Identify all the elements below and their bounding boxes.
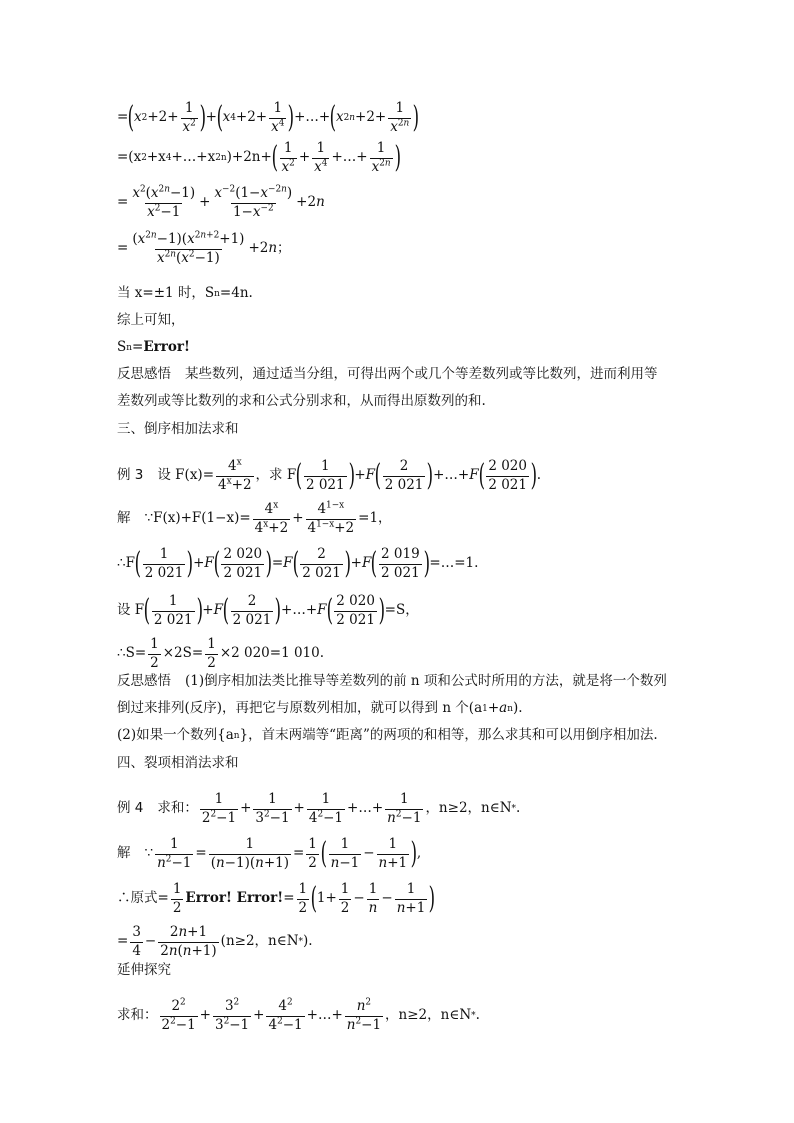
solution-3-line-1: 解 ∵F(x)+F(1−x)= $\frac{4^x}{4^x+2}$ + $\frac{4^{1-x}}{4^{1-x}+2}$ =1，	[117, 500, 392, 536]
reflection-2-line-3: (2)如果一个数列{a n }，首末两端等“距离”的两项的和相等，那么求其和可以用倒序相加法.	[117, 727, 658, 743]
example-3-line: 例 3 设 F(x)= $\frac{4^x}{4^x+2}$ ，求 F ( $\frac{1}{2 021}$ ) + F ( $\frac{2}{2 021}$ ) +…+ F ( $\frac{2 020}{2 021}$ ) .	[117, 457, 541, 493]
solution-3-line-3: 设 F ( $\frac{1}{2 021}$ ) + F ( $\frac{2}{2 021}$ ) +…+ F ( $\frac{2 020}{2 021}$ ) =S，	[117, 593, 419, 628]
text-line-7: S n = Error!	[117, 339, 190, 355]
solution-4-line-1: 解 ∵ $\frac{1}{n^2-1}$ = $\frac{1}{(n-1)(n+1)}$ = $\frac{1}{2}$ ( $\frac{1}{n-1}$ − $\frac{1}{n+1}$ ) ,	[117, 836, 422, 871]
section-heading-3: 三、倒序相加法求和	[117, 421, 239, 437]
extension-line: 求和： $\frac{2^2}{2^2-1}$ + $\frac{3^2}{3^2-1}$ + $\frac{4^2}{4^2-1}$ +…+ $\frac{n^2}{n^2-1}$ ，n≥2，n∈N * .	[117, 997, 480, 1033]
solution-4-line-3: = $\frac{3}{4}$ − $\frac{2n+1}{2n(n+1)}$ (n≥2，n∈N * ).	[117, 924, 313, 959]
reflection-1-line-1: 反思感悟 某些数列，通过适当分组，可得出两个或几个等差数列或等比数列，进而利用等	[117, 366, 658, 382]
example-4-line: 例 4 求和： $\frac{1}{2^2-1}$ + $\frac{1}{3^2-1}$ + $\frac{1}{4^2-1}$ +…+ $\frac{1}{n^2-1}$ ，n≥2，n∈N * .	[117, 791, 521, 826]
text-line-5: 当 x=±1 时，S n =4n.	[117, 285, 253, 301]
reflection-1-line-2: 差数列或等比数列的求和公式分别求和，从而得出原数列的和.	[117, 393, 486, 409]
formula-line-4: = $\frac{(x^{2n}-1)(x^{2n+2}+1)}{x^{2n}(x^2-1)}$ +2 n ；	[117, 230, 291, 266]
text-line-6: 综上可知，	[117, 312, 185, 328]
reflection-2-line-2: 倒过来排列(反序)，再把它与原数列相加，就可以得到 n 个(a 1 + a n ).	[117, 700, 523, 716]
extension-heading: 延伸探究	[117, 962, 171, 978]
solution-4-line-2: ∴原式= $\frac{1}{2}$ Error! Error! = $\frac{1}{2}$ ( 1+ $\frac{1}{2}$ − $\frac{1}{n}$ − $\frac{1}{n+1}$ )	[117, 881, 436, 916]
reflection-2-line-1: 反思感悟 (1)倒序相加法类比推导等差数列的前 n 项和公式时所用的方法，就是将一个数列	[117, 673, 667, 689]
formula-line-2: =(x 2 +x 4 +…+x 2n )+2n+ ( $\frac{1}{x^2}$ + $\frac{1}{x^4}$ +…+ $\frac{1}{x^{2n}}$ )	[117, 140, 401, 175]
formula-line-3: = $\frac{x^2(x^{2n}-1)}{x^2-1}$ + $\frac{x^{-2}(1-x^{-2n})}{1-x^{-2}}$ +2 n	[117, 184, 325, 220]
formula-line-1: = ( x 2 +2+ $\frac{1}{x^2}$ ) + ( x 4 +2+ $\frac{1}{x^4}$ ) +…+ ( x 2n +2+ $\frac{1}{x^{2n}}$ )	[117, 100, 420, 135]
solution-3-line-4: ∴S= $\frac{1}{2}$ ×2S= $\frac{1}{2}$ ×2 020=1 010.	[117, 636, 325, 671]
solution-3-line-2: ∴F ( $\frac{1}{2 021}$ ) + F ( $\frac{2 020}{2 021}$ ) = F ( $\frac{2}{2 021}$ ) + F ( $\frac{2 019}{2 021}$ ) =…=1.	[117, 546, 479, 581]
section-heading-4: 四、裂项相消法求和	[117, 755, 239, 771]
